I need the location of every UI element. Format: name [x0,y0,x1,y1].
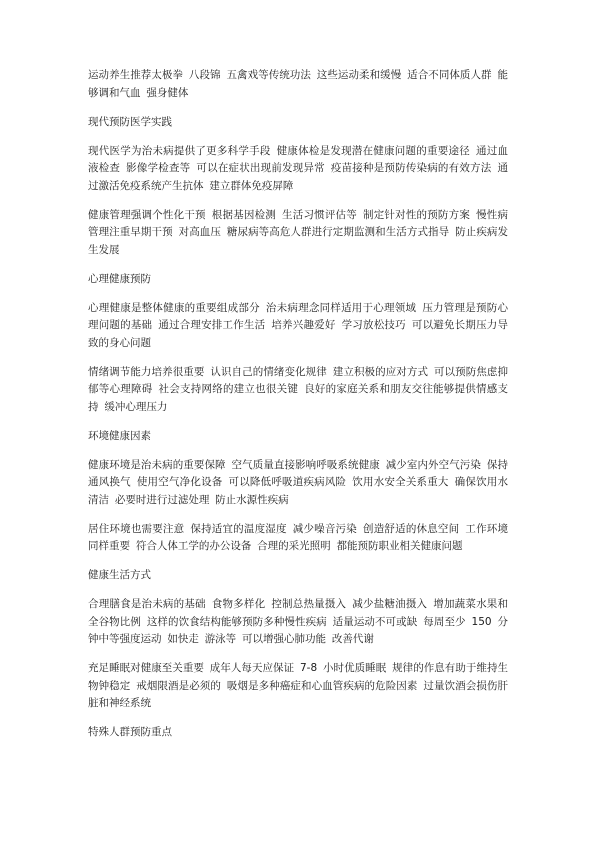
section-heading-special-groups: 特殊人群预防重点 [88,726,172,738]
body-paragraph-stress-management: 心理健康是整体健康的重要组成部分 治未病理念同样适用于心理领域 压力管理是预防心理问题的基础 通过合理安排工作生活 培养兴趣爱好 学习放松技巧 可以避免长期压力导致的身心问题 [88,301,508,349]
section-heading-environment: 环境健康因素 [88,429,151,442]
body-paragraph-emotion-regulation: 情绪调节能力培养很重要 认识自己的情绪变化规律 建立积极的应对方式 可以预防焦虑抑郁等心理障碍 社会支持网络的建立也很关键 良好的家庭关系和朋友交往能够提供情感支持 缓冲心理压力 [88,365,508,413]
body-paragraph-sleep: 充足睡眠对健康至关重要 成年人每天应保证 7-8 小时优质睡眠 规律的作息有助于维持生物钟稳定 戒烟限酒是必须的 吸烟是多种癌症和心血管疾病的危险因素 过量饮酒会损伤肝脏和神经系统 [88,662,508,709]
body-paragraph-health-management: 健康管理强调个性化干预 根据基因检测 生活习惯评估等 制定针对性的预防方案 慢性病管理注重早期干预 对高血压 糖尿病等高危人群进行定期监测和生活方式指导 防止疾病发生发展 [88,208,508,256]
body-paragraph-air-water: 健康环境是治未病的重要保障 空气质量直接影响呼吸系统健康 减少室内外空气污染 保持通风换气 使用空气净化设备 可以降低呼吸道疾病风险 饮用水安全关系重大 确保饮用水清洁 必要时进行过滤处理 防止水源性疾病 [88,458,508,506]
body-paragraph-living-environment: 居住环境也需要注意 保持适宜的温度湿度 减少噪音污染 创造舒适的休息空间 工作环境同样重要 符合人体工学的办公设备 合理的采光照明 都能预防职业相关健康问题 [88,522,508,552]
section-heading-modern-preventive-medicine: 现代预防医学实践 [88,115,172,128]
document-body [88,67,508,742]
body-paragraph-medical-checkup: 现代医学为治未病提供了更多科学手段 健康体检是发现潜在健康问题的重要途径 通过血液检查 影像学检查等 可以在症状出现前发现异常 疫苗接种是预防传染病的有效方法 通过激活免疫系统产生抗体 建立群体免疫屏障 [88,144,508,192]
body-paragraph-exercise: 运动养生推荐太极拳 八段锦 五禽戏等传统功法 这些运动柔和缓慢 适合不同体质人群 能够调和气血 强身健体 [88,69,508,99]
section-heading-lifestyle: 健康生活方式 [88,569,151,581]
section-heading-mental-health: 心理健康预防 [88,272,151,285]
body-paragraph-diet-exercise: 合理膳食是治未病的基础 食物多样化 控制总热量摄入 减少盐糖油摄入 增加蔬菜水果和全谷物比例 这样的饮食结构能够预防多种慢性疾病 适量运动不可或缺 每周至少 150 分钟中等强度运动 如快走 游泳等 可以增强心肺功能 改善代谢 [88,598,508,645]
